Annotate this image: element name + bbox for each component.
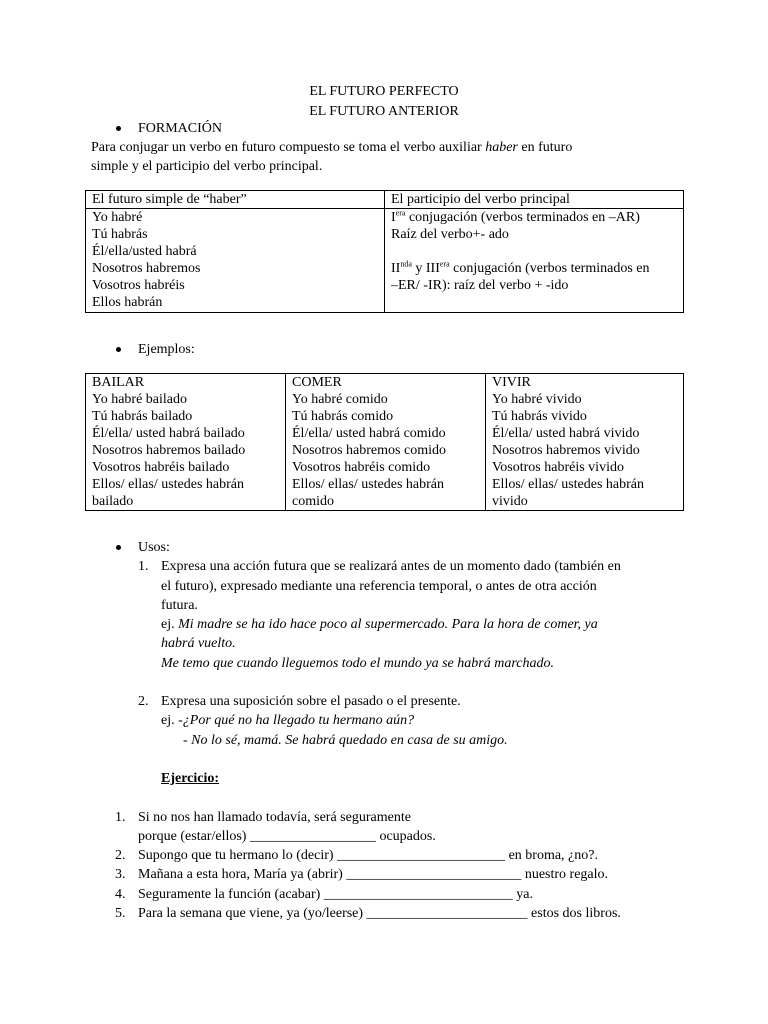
- formacion-heading: FORMACIÓN: [138, 121, 223, 136]
- exercise-2-line: Supongo que tu hermano lo (decir) ________________________ en broma, ¿no?.: [138, 848, 598, 863]
- participle-rule-2-detail: –ER/ -IR): raíz del verbo + -ido: [391, 278, 569, 293]
- exercise-4-line: Seguramente la función (acabar) ___________________________ ya.: [138, 887, 534, 902]
- example-form: Tú habrás bailado: [92, 409, 193, 424]
- example-verb-heading: BAILAR: [92, 375, 145, 390]
- bullet-icon: [116, 347, 121, 352]
- bullet-icon: [116, 545, 121, 550]
- example-form: Nosotros habremos bailado: [92, 443, 246, 458]
- usos-item-1-line-2: el futuro), expresado mediante una referencia temporal, o antes de otra acción: [161, 579, 597, 594]
- usos-item-1-example-2: Me temo que cuando lleguemos todo el mundo ya se habrá marchado.: [161, 656, 554, 671]
- example-column-comer: [286, 374, 486, 511]
- formation-col2-cell: [385, 209, 684, 313]
- title-line-1: EL FUTURO PERFECTO: [309, 84, 459, 99]
- usos-item-1-example-1: ej. Mi madre se ha ido hace poco al supermercado. Para la hora de comer, ya: [161, 617, 598, 632]
- example-form: Yo habré vivido: [492, 392, 582, 407]
- example-form: Ellos/ ellas/ ustedes habrán: [92, 477, 245, 492]
- ejercicio-heading: Ejercicio:: [161, 771, 220, 786]
- example-form: Tú habrás comido: [292, 409, 394, 424]
- haber-form: Yo habré: [92, 210, 143, 225]
- formation-table: [85, 190, 684, 313]
- formacion-paragraph-line-2: simple y el participio del verbo principal.: [91, 159, 323, 174]
- usos-item-1-example-1-cont: habrá vuelto.: [161, 636, 236, 651]
- example-form: Nosotros habremos vivido: [492, 443, 640, 458]
- example-form: comido: [292, 494, 334, 509]
- usos-item-1-line-1: Expresa una acción futura que se realizará antes de un momento dado (también en: [161, 559, 621, 574]
- bullet-icon: [116, 126, 121, 131]
- haber-form: Él/ella/usted habrá: [92, 244, 197, 259]
- exercise-4-number: 4.: [115, 887, 126, 902]
- exercise-1-line-1: Si no nos han llamado todavía, será seguramente: [138, 810, 411, 825]
- example-form: vivido: [492, 494, 528, 509]
- ejemplos-heading: Ejemplos:: [138, 342, 195, 357]
- example-form: Tú habrás vivido: [492, 409, 587, 424]
- haber-form: Nosotros habremos: [92, 261, 201, 276]
- example-column-vivir: [486, 374, 684, 511]
- title-line-2: EL FUTURO ANTERIOR: [309, 104, 459, 119]
- usos-item-1-line-3: futura.: [161, 598, 198, 613]
- example-form: Él/ella/ usted habrá comido: [292, 426, 446, 441]
- example-form: Yo habré bailado: [92, 392, 188, 407]
- usos-item-2-example-2: - No lo sé, mamá. Se habrá quedado en casa de su amigo.: [183, 733, 508, 748]
- participle-rule-2: $II^{nda}$ y $III^{era}$ conjugación (verbos terminados en: [391, 259, 650, 276]
- formation-col1-cell: [86, 209, 385, 313]
- haber-form: Tú habrás: [92, 227, 148, 242]
- example-form: Ellos/ ellas/ ustedes habrán: [292, 477, 445, 492]
- exercise-3-number: 3.: [115, 867, 126, 882]
- exercise-1-line-2: porque (estar/ellos) __________________ ocupados.: [138, 829, 436, 844]
- example-column-bailar: [86, 374, 286, 511]
- formation-col2-header: El participio del verbo principal: [385, 191, 684, 209]
- exercise-1-number: 1.: [115, 810, 126, 825]
- example-form: Yo habré comido: [292, 392, 388, 407]
- formation-col1-header: El futuro simple de “haber”: [86, 191, 385, 209]
- example-verb-heading: VIVIR: [492, 375, 531, 390]
- example-form: Ellos/ ellas/ ustedes habrán: [492, 477, 645, 492]
- example-verb-heading: COMER: [292, 375, 342, 390]
- exercise-2-number: 2.: [115, 848, 126, 863]
- participle-rule-1-detail: Raíz del verbo+- ado: [391, 227, 509, 242]
- haber-form: Ellos habrán: [92, 295, 163, 310]
- example-form: Vosotros habréis bailado: [92, 460, 230, 475]
- example-form: Él/ella/ usted habrá vivido: [492, 426, 640, 441]
- example-form: Él/ella/ usted habrá bailado: [92, 426, 245, 441]
- participle-rule-1: $I^{era}$ conjugación (verbos terminados en –AR): [391, 208, 640, 225]
- usos-item-2-example-1: ej. -¿Por qué no ha llegado tu hermano aún?: [161, 713, 415, 728]
- exercise-3-line: Mañana a esta hora, María ya (abrir) _________________________ nuestro regalo.: [138, 867, 609, 882]
- exercise-5-line: Para la semana que viene, ya (yo/leerse) _______________________ estos dos libros.: [138, 906, 621, 921]
- usos-heading: Usos:: [138, 540, 170, 555]
- example-form: Nosotros habremos comido: [292, 443, 446, 458]
- usos-item-1-number: 1.: [138, 559, 149, 574]
- example-form: Vosotros habréis vivido: [492, 460, 624, 475]
- haber-form: Vosotros habréis: [92, 278, 185, 293]
- formacion-paragraph-line-1: Para conjugar un verbo en futuro compuesto se toma el verbo auxiliar haber en futuro: [91, 140, 573, 155]
- examples-table: [85, 373, 684, 511]
- usos-item-2-line-1: Expresa una suposición sobre el pasado o el presente.: [161, 694, 461, 709]
- example-form: Vosotros habréis comido: [292, 460, 431, 475]
- usos-item-2-number: 2.: [138, 694, 149, 709]
- example-form: bailado: [92, 494, 134, 509]
- exercise-5-number: 5.: [115, 906, 126, 921]
